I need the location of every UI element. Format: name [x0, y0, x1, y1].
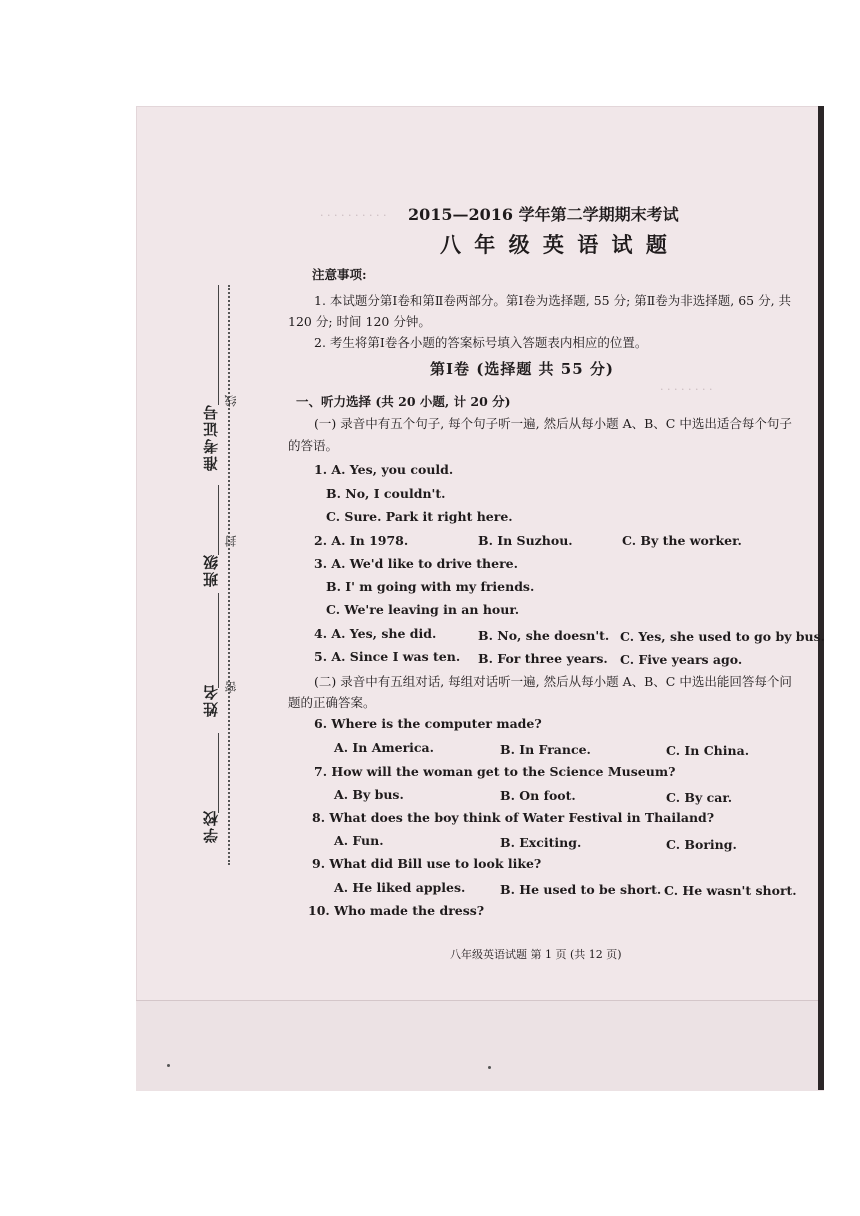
- question-9-option-b: B. He used to be short.: [500, 882, 662, 897]
- class-underline: [218, 485, 219, 555]
- scan-edge: [818, 106, 824, 1090]
- school-label: 学校: [202, 809, 220, 843]
- question-6: 6. Where is the computer made?: [314, 716, 542, 731]
- question-3-option-c: C. We're leaving in an hour.: [326, 602, 520, 617]
- binding-margin: [196, 285, 242, 865]
- bleed-through-text: . . . . . . . .: [660, 380, 713, 393]
- question-8-option-c: C. Boring.: [666, 837, 737, 852]
- question-1-option-b: B. No, I couldn't.: [326, 486, 446, 501]
- class-label: 班级: [202, 553, 220, 587]
- question-1-option-a: 1. A. Yes, you could.: [314, 462, 454, 477]
- question-4-option-c: C. Yes, she used to go by bus.: [620, 629, 826, 644]
- question-7: 7. How will the woman get to the Science Museum?: [314, 764, 676, 779]
- question-2-option-a: 2. A. In 1978.: [314, 533, 409, 548]
- scan-speck: [167, 1064, 170, 1067]
- question-5-option-b: B. For three years.: [478, 651, 608, 666]
- name-underline: [218, 593, 219, 688]
- scan-speck: [488, 1066, 491, 1069]
- note-1-line-1: 1. 本试题分第Ⅰ卷和第Ⅱ卷两部分。第Ⅰ卷为选择题, 55 分; 第Ⅱ卷为非选择题, 65 分, 共: [314, 293, 792, 308]
- bleed-through-text: . . . . . . . . . .: [320, 206, 387, 219]
- question-6-option-b: B. In France.: [500, 742, 591, 757]
- question-4-option-b: B. No, she doesn't.: [478, 628, 610, 643]
- cut-mark-feng: 封: [224, 535, 238, 547]
- question-8-option-b: B. Exciting.: [500, 835, 582, 850]
- section-title: 第Ⅰ卷 (选择题 共 55 分): [430, 360, 614, 378]
- notes-heading: 注意事项:: [312, 267, 367, 282]
- question-3-option-b: B. I' m going with my friends.: [326, 579, 535, 594]
- question-7-option-c: C. By car.: [666, 790, 733, 805]
- question-2-option-c: C. By the worker.: [622, 533, 742, 548]
- question-2-option-b: B. In Suzhou.: [478, 533, 573, 548]
- question-4-option-a: 4. A. Yes, she did.: [314, 626, 437, 641]
- part-1-instruction-1: (一) 录音中有五个句子, 每个句子听一遍, 然后从每小题 A、B、C 中选出适合每个句子: [314, 416, 792, 431]
- cut-line: [228, 285, 230, 865]
- note-2: 2. 考生将第Ⅰ卷各小题的答案标号填入答题表内相应的位置。: [314, 335, 648, 350]
- question-9-option-c: C. He wasn't short.: [664, 883, 797, 898]
- question-10: 10. Who made the dress?: [308, 903, 485, 918]
- page-footer: 八年级英语试题 第 1 页 (共 12 页): [450, 948, 622, 961]
- question-5-option-a: 5. A. Since I was ten.: [314, 649, 461, 664]
- question-9-option-a: A. He liked apples.: [334, 880, 466, 895]
- part-2-instruction-2: 题的正确答案。: [288, 695, 376, 710]
- question-6-option-a: A. In America.: [334, 740, 434, 755]
- exam-id-underline: [218, 285, 219, 405]
- exam-id-label: 准考证号: [202, 403, 220, 471]
- cut-mark-mi: 密: [224, 681, 238, 693]
- question-8-option-a: A. Fun.: [334, 833, 384, 848]
- question-3-option-a: 3. A. We'd like to drive there.: [314, 556, 518, 571]
- note-1-line-2: 120 分; 时间 120 分钟。: [288, 314, 431, 329]
- name-label: 姓名: [202, 683, 220, 717]
- question-9: 9. What did Bill use to look like?: [312, 856, 542, 871]
- question-5-option-c: C. Five years ago.: [620, 652, 743, 667]
- question-6-option-c: C. In China.: [666, 743, 750, 758]
- exam-title: 2015—2016 学年第二学期期末考试: [408, 205, 679, 224]
- part-2-instruction-1: (二) 录音中有五组对话, 每组对话听一遍, 然后从每小题 A、B、C 中选出能回答每个问: [314, 674, 792, 689]
- part-1-instruction-2: 的答语。: [288, 438, 339, 453]
- question-8: 8. What does the boy think of Water Festival in Thailand?: [312, 810, 715, 825]
- page-bottom-margin: [136, 1000, 824, 1091]
- cut-mark-xian: 线: [224, 395, 238, 407]
- question-1-option-c: C. Sure. Park it right here.: [326, 509, 513, 524]
- part-1-heading: 一、听力选择 (共 20 小题, 计 20 分): [296, 394, 511, 409]
- school-underline: [218, 733, 219, 813]
- question-7-option-b: B. On foot.: [500, 788, 576, 803]
- exam-subtitle: 八 年 级 英 语 试 题: [440, 232, 670, 257]
- question-7-option-a: A. By bus.: [334, 787, 404, 802]
